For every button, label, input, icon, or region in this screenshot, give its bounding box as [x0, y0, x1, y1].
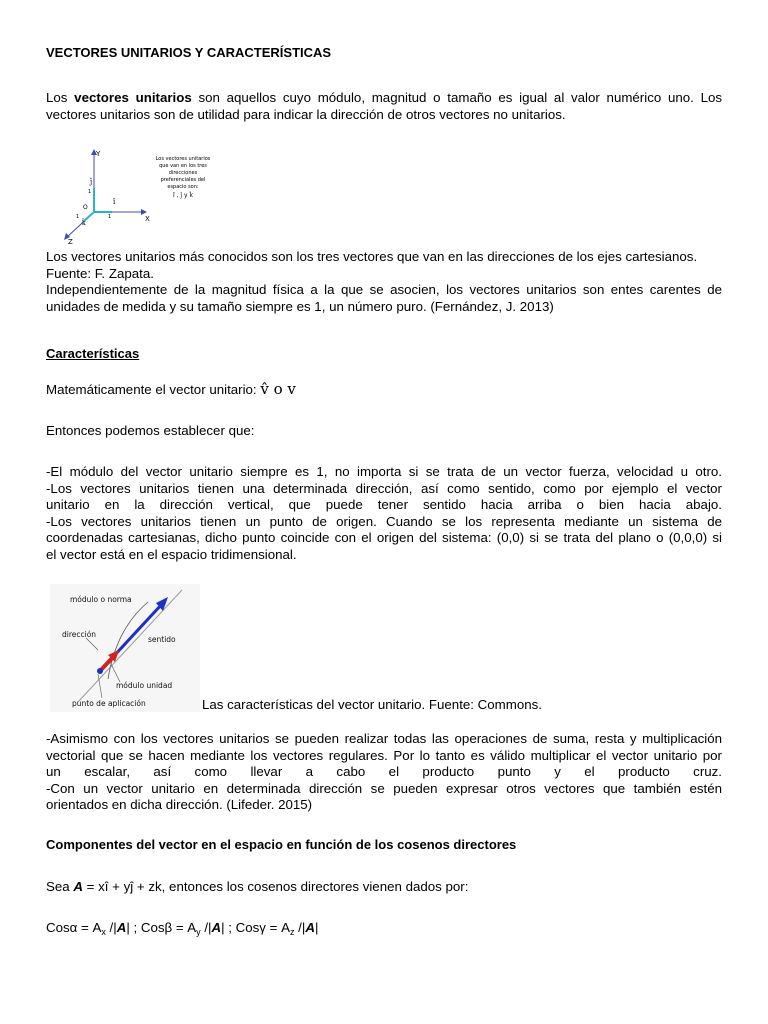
list1-line: el vector está en el espacio tridimensional. [46, 546, 297, 562]
list1-line: unitario en la dirección vertical, que puede tener sentido hacia arriba o bien hacia abajo. [46, 497, 722, 512]
slash: /| [294, 920, 306, 935]
vector-characteristics-figure [50, 584, 200, 712]
label-modulo-unidad: módulo unidad [116, 681, 173, 690]
intro-line-1-rest: son aquellos cuyo módulo, magnitud o tamaño es igual al valor numérico uno. Los [191, 90, 723, 105]
intro-line-1 [46, 90, 722, 107]
axis-label-x: X [145, 215, 150, 223]
intro-pre: Los [46, 90, 75, 105]
label-direccion: dirección [62, 630, 97, 639]
section-heading-components: Componentes del vector en el espacio en función de los cosenos directores [46, 837, 517, 852]
application-point [97, 668, 103, 674]
slash: /| [200, 920, 212, 935]
intro-paragraph [46, 90, 722, 123]
k-hat-label: k̂ [82, 220, 86, 227]
vector-A: A [73, 879, 83, 894]
sea-rest: = xî + yĵ + zk, entonces los cosenos directores vienen dados por: [82, 879, 469, 894]
unit-vectors-axes-figure [46, 146, 216, 246]
vector-A: A [211, 920, 222, 935]
figure2-caption: Las características del vector unitario. Fuente: Commons. [202, 697, 542, 712]
list2-line: un escalar, así como llevar a cabo el producto punto y el producto cruz. [46, 764, 722, 779]
list1-line: -Los vectores unitarios tienen un punto de origen. Cuando se los representa mediante un sistema de [46, 513, 722, 529]
characteristics-list-2 [46, 731, 722, 814]
i-hat-label: î [113, 198, 116, 206]
section-heading-caracteristicas: Características [46, 346, 140, 361]
tick-one-x: 1 [108, 214, 112, 220]
unit-vector-symbol: v̂ o v [260, 380, 296, 398]
direction-cosines-line [46, 920, 318, 935]
axis-label-y: Y [96, 150, 101, 158]
cos-gamma: | ; Cosγ = A [221, 920, 290, 935]
list2-line: -Con un vector unitario en determinada dirección se pueden expresar otros vectores que también estén [46, 780, 722, 796]
list2-line: -Asimismo con los vectores unitarios se pueden realizar todas las operaciones de suma, resta y multiplicación [46, 731, 722, 746]
fig1-caption-line: preferenciales del [160, 177, 206, 183]
sea-pre: Sea [46, 879, 74, 894]
vector-A: A [116, 920, 127, 935]
tick-one-z: 1 [76, 214, 80, 220]
list1-line: coordenadas cartesianas, dicho punto coincide con el origen del sistema: (0,0) si se trata del plano o (0,0,0) si [46, 530, 722, 545]
fig1-caption-line: direcciones [168, 170, 198, 176]
subscript-z: z [289, 927, 295, 937]
label-sentido: sentido [148, 635, 176, 644]
axis-label-z: Z [68, 238, 73, 246]
intro-line-2: vectores unitarios son de utilidad para indicar la dirección de otros vectores no unitarios. [46, 106, 566, 122]
j-hat-label: ĵ [90, 178, 93, 186]
fig1-caption-line: espacio son: [167, 184, 199, 190]
fig1-caption-line: que van en los tres [159, 163, 207, 169]
fig1-caption-line: î , ĵ y k̂ [173, 192, 193, 199]
vector-A: A [305, 920, 315, 935]
origin-label: O [83, 204, 88, 211]
para2-line: Los vectores unitarios más conocidos son los tres vectores que van en las direcciones de los ejes cartesianos. [46, 249, 698, 264]
cos-beta: | ; Cosβ = A [126, 920, 197, 935]
math-definition-line [46, 380, 296, 398]
unit-vectors-paragraph [46, 249, 722, 315]
list1-line: -El módulo del vector unitario siempre es 1, no importa si se trata de un vector fuerza, velocidad u otro. [46, 464, 722, 479]
label-modulo-norma: módulo o norma [70, 595, 132, 604]
list2-line: orientados en dicha dirección. (Lifeder. 2015) [46, 797, 313, 812]
list1-line: -Los vectores unitarios tienen una determinada dirección, así como sentido, como por ejemplo el vector [46, 480, 722, 496]
cos-alpha: Cosα = A [46, 920, 102, 935]
label-punto-aplicacion: punto de aplicación [72, 699, 146, 708]
para2-line: Fuente: F. Zapata. [46, 265, 154, 281]
math-line-text: Matemáticamente el vector unitario: [46, 382, 261, 397]
para2-line: unidades de medida y su tamaño siempre es 1, un número puro. (Fernández, J. 2013) [46, 298, 554, 314]
closing-bar: | [314, 920, 319, 935]
slash: /| [105, 920, 117, 935]
intro-bold-term: vectores unitarios [74, 90, 192, 105]
page-title: VECTORES UNITARIOS Y CARACTERÍSTICAS [46, 45, 332, 60]
subscript-y: y [196, 927, 201, 937]
entonces-line: Entonces podemos establecer que: [46, 423, 255, 438]
characteristics-list-1 [46, 464, 722, 563]
fig1-caption-line: Los vectores unitarios [155, 156, 211, 162]
para2-line: Independientemente de la magnitud física a la que se asocien, los vectores unitarios son entes carentes de [46, 282, 722, 297]
subscript-x: x [101, 927, 106, 937]
sea-line [46, 879, 468, 894]
tick-one-y: 1 [88, 189, 92, 195]
list2-line: vectorial que se hacen mediante los vectores regulares. Por lo tanto es válido multiplicar el vector unitario por [46, 747, 722, 763]
